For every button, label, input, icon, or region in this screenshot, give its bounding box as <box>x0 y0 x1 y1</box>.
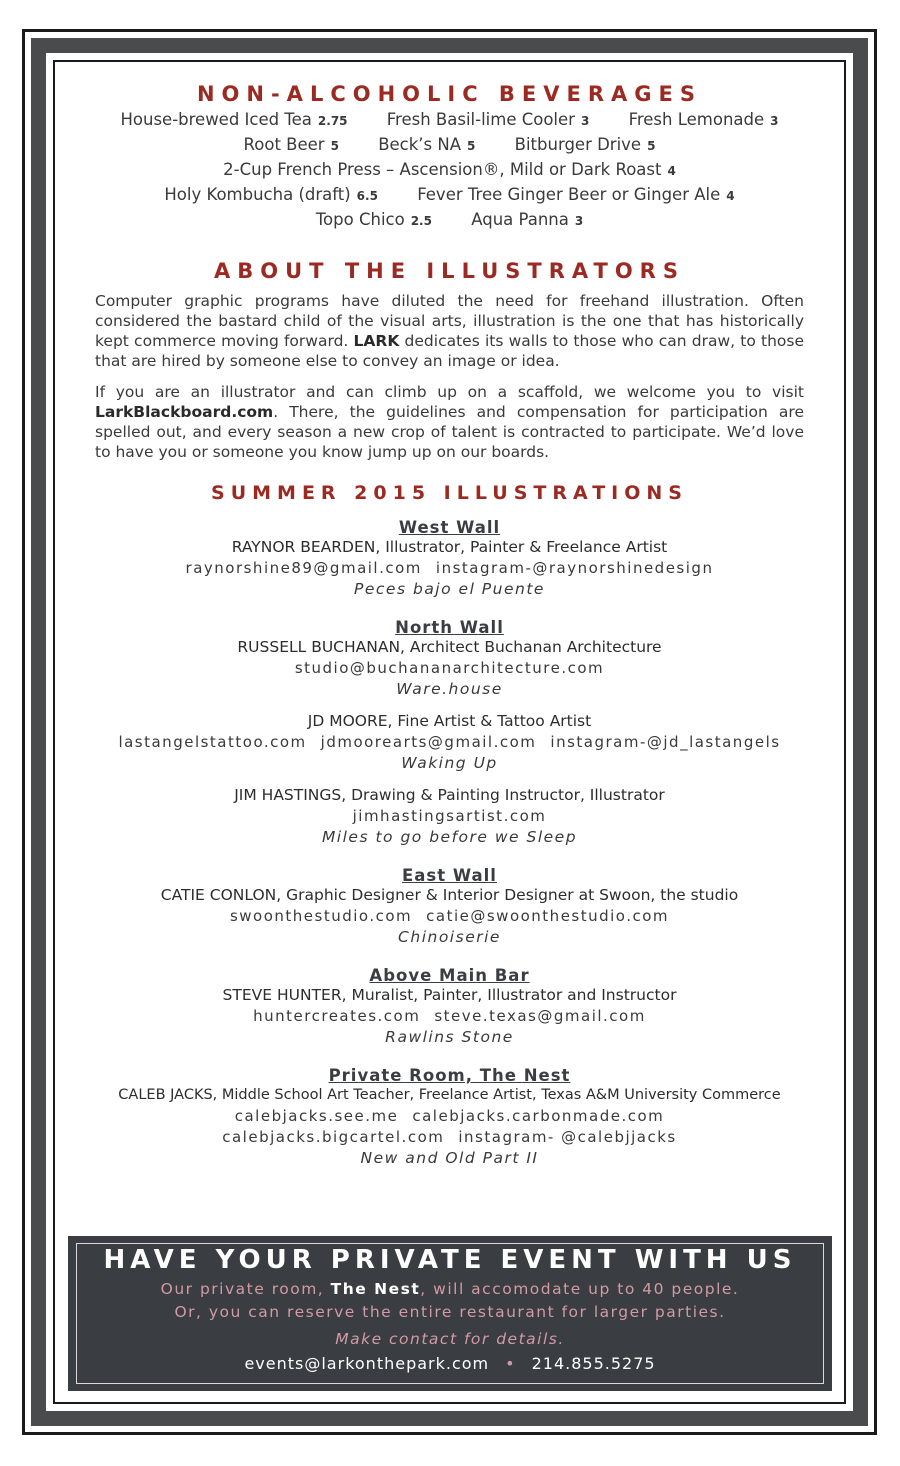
artist-contacts: studio@buchananarchitecture.com <box>294 659 605 677</box>
artist-name: RAYNOR BEARDEN, Illustrator, Painter & Freelance Artist <box>231 538 668 556</box>
artwork-title: Rawlins Stone <box>385 1028 514 1046</box>
east-wall-section <box>55 866 844 948</box>
beverage-list <box>55 108 844 233</box>
private-event-title: HAVE YOUR PRIVATE EVENT WITH US <box>103 1245 797 1275</box>
about-paragraph-1: Computer graphic programs have diluted the need for freehand illustration. Often considered the bastard child of the visual arts, illustration is the one that has historically kept commerce moving forward. LARK dedicates its walls to those who can draw, to those that are hired by someone else to convey an image or idea. <box>95 292 805 370</box>
artist-name: STEVE HUNTER, Muralist, Painter, Illustrator and Instructor <box>222 986 677 1004</box>
artist-name: RUSSELL BUCHANAN, Architect Buchanan Architecture <box>237 638 662 656</box>
artwork-title: Waking Up <box>401 754 498 772</box>
private-event-line-3: Make contact for details. <box>335 1330 565 1348</box>
above-main-bar-section <box>55 966 844 1048</box>
beverage-item: Bitburger Drive 5 <box>514 135 656 154</box>
beverage-row <box>55 183 844 208</box>
artist-contacts: raynorshine89@gmail.com instagram-@raynorshinedesign <box>185 559 714 577</box>
wall-heading: Above Main Bar <box>369 966 530 985</box>
summer-title: SUMMER 2015 ILLUSTRATIONS <box>211 482 688 504</box>
beverage-row <box>55 133 844 158</box>
wall-heading: East Wall <box>402 866 497 885</box>
beverage-item: Fever Tree Ginger Beer or Ginger Ale 4 <box>417 185 735 204</box>
artist-contacts: swoonthestudio.com catie@swoonthestudio.com <box>229 907 670 925</box>
artist-name: JIM HASTINGS, Drawing & Painting Instructor, Illustrator <box>234 786 665 804</box>
artwork-title: Miles to go before we Sleep <box>321 828 578 846</box>
artist-name: CALEB JACKS, Middle School Art Teacher, Freelance Artist, Texas A&M University Commerce <box>118 1087 781 1103</box>
west-wall-section <box>55 518 844 600</box>
about-paragraph-2: If you are an illustrator and can climb up on a scaffold, we welcome you to visit LarkBlackboard.com. There, the guidelines and compensation for participation are spelled out, and every season a new crop of talent is contracted to participate. We’d love to have you or someone you know jump up on our boards. <box>95 383 804 461</box>
about-title: ABOUT THE ILLUSTRATORS <box>214 259 685 283</box>
artwork-title: Chinoiserie <box>398 928 501 946</box>
beverage-item: Fresh Lemonade 3 <box>628 110 779 129</box>
artist-contacts: lastangelstattoo.com jdmoorearts@gmail.com instagram-@jd_lastangels <box>118 733 781 751</box>
artwork-title: Peces bajo el Puente <box>354 580 545 598</box>
private-room-section <box>55 1066 844 1169</box>
artist-name: JD MOORE, Fine Artist & Tattoo Artist <box>307 712 592 730</box>
artwork-title: Ware.house <box>396 680 503 698</box>
artwork-title: New and Old Part II <box>360 1149 539 1167</box>
wall-heading: Private Room, The Nest <box>328 1066 571 1085</box>
beverage-item: Topo Chico 2.5 <box>315 210 432 229</box>
artist-contacts: huntercreates.com steve.texas@gmail.com <box>253 1007 646 1025</box>
wall-heading: West Wall <box>398 518 501 537</box>
beverage-item: House-brewed Iced Tea 2.75 <box>120 110 348 129</box>
north-wall-section <box>55 618 844 848</box>
menu-content <box>55 62 844 1169</box>
event-email-link[interactable]: events@larkonthepark.com <box>244 1354 490 1373</box>
wall-heading: North Wall <box>395 618 504 637</box>
bullet-separator: • <box>505 1354 516 1373</box>
event-phone-link[interactable]: 214.855.5275 <box>531 1354 656 1373</box>
private-event-line-1: Our private room, The Nest, will accomodate up to 40 people. <box>160 1280 740 1298</box>
beverage-item: Aqua Panna 3 <box>471 210 584 229</box>
beverage-item: Beck’s NA 5 <box>378 135 476 154</box>
artist-contacts: calebjacks.bigcartel.com instagram- @calebjjacks <box>222 1128 677 1146</box>
beverage-item: Holy Kombucha (draft) 6.5 <box>164 185 378 204</box>
private-event-content <box>68 1236 832 1373</box>
artist-name: CATIE CONLON, Graphic Designer & Interior Designer at Swoon, the studio <box>160 886 739 904</box>
beverage-item: Root Beer 5 <box>243 135 339 154</box>
private-event-line-2: Or, you can reserve the entire restaurant for larger parties. <box>174 1303 726 1321</box>
beverage-row <box>55 208 844 233</box>
private-event-contact <box>68 1354 832 1373</box>
artist-contacts: jimhastingsartist.com <box>352 807 547 825</box>
artist-contacts: calebjacks.see.me calebjacks.carbonmade.com <box>234 1107 665 1125</box>
beverage-row <box>55 158 844 183</box>
beverage-item: Fresh Basil-lime Cooler 3 <box>386 110 590 129</box>
beverage-row <box>55 108 844 133</box>
beverage-item: 2-Cup French Press – Ascension®, Mild or Dark Roast 4 <box>223 160 676 179</box>
beverages-title: NON-ALCOHOLIC BEVERAGES <box>196 82 703 106</box>
